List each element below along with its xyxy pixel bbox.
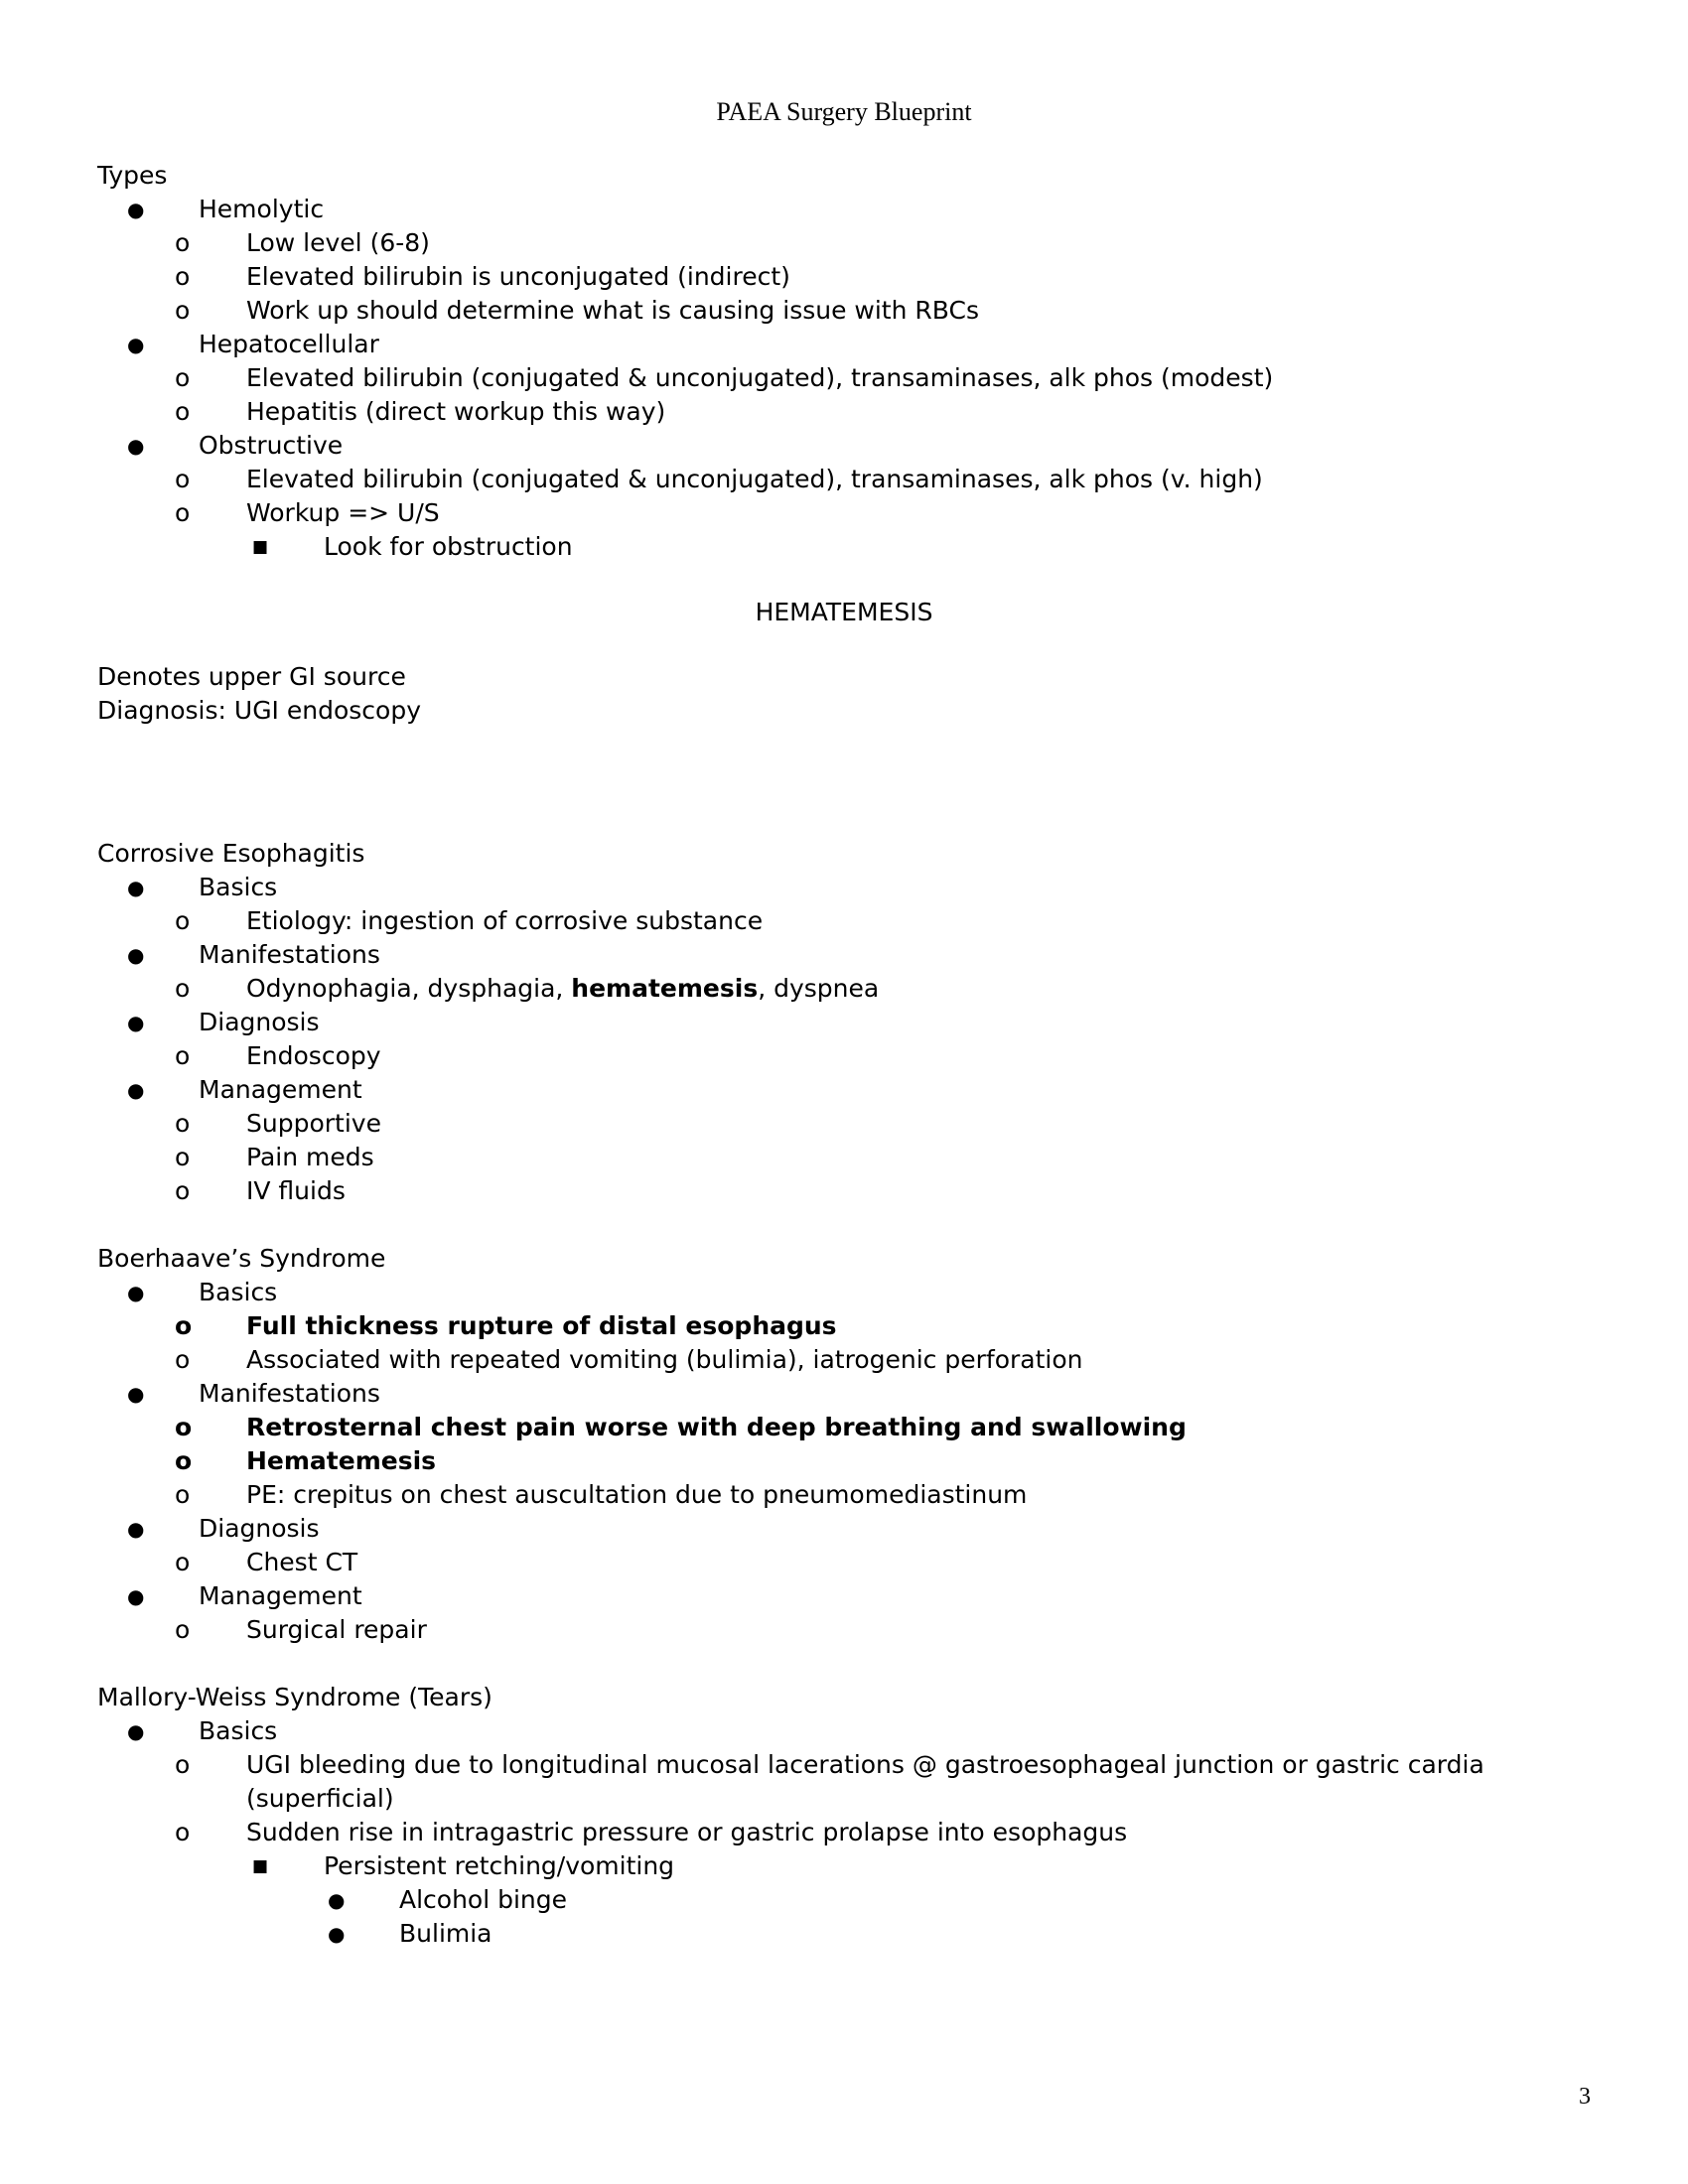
list-item	[137, 463, 1591, 496]
list-item	[209, 1849, 1591, 1883]
list-item-label: Basics	[199, 1278, 278, 1306]
list-item	[97, 871, 1591, 904]
list-item	[137, 1613, 1591, 1647]
list-item-label: Endoscopy	[246, 1041, 381, 1070]
text-post: , dyspnea	[758, 974, 880, 1003]
bullet-disc-icon: ●	[127, 198, 145, 221]
list-item	[97, 429, 1591, 463]
list-item	[137, 1546, 1591, 1579]
section-heading-types: Types	[97, 161, 168, 190]
list-item	[137, 972, 1591, 1006]
bullet-disc-icon: ●	[127, 1382, 145, 1406]
list-item-label: Associated with repeated vomiting (bulimia), iatrogenic perforation	[246, 1345, 1083, 1374]
list-item-label: Supportive	[246, 1109, 381, 1138]
list-item-label: Basics	[199, 873, 278, 901]
list-item-label: Management	[199, 1075, 362, 1104]
list-item	[280, 1917, 1591, 1951]
bullet-circle-icon: o	[175, 906, 191, 935]
list-item	[137, 1039, 1591, 1073]
bullet-square-icon: ■	[252, 1856, 269, 1876]
bullet-circle-icon: o	[175, 1311, 193, 1340]
list-item	[97, 938, 1591, 972]
list-item	[137, 361, 1591, 395]
list-item-label: IV fluids	[246, 1176, 346, 1205]
list-item-label: Etiology: ingestion of corrosive substance	[246, 906, 764, 935]
list-item-label: Manifestations	[199, 1379, 380, 1408]
list-item	[137, 1174, 1591, 1208]
list-item-label: Hepatocellular	[199, 330, 379, 358]
bullet-disc-icon: ●	[127, 876, 145, 899]
list-item-label: Elevated bilirubin is unconjugated (indirect)	[246, 262, 790, 291]
bullet-circle-icon: o	[175, 1750, 191, 1779]
bullet-circle-icon: o	[175, 498, 191, 527]
list-item	[97, 1073, 1591, 1107]
list-item-label: Diagnosis	[199, 1514, 320, 1543]
list-item	[209, 530, 1591, 564]
list-item	[137, 904, 1591, 938]
bullet-circle-icon: o	[175, 1615, 191, 1644]
bullet-disc-icon: ●	[127, 1078, 145, 1102]
list-item-label: Hemolytic	[199, 195, 325, 223]
bullet-circle-icon: o	[175, 974, 191, 1003]
document-body	[97, 159, 1591, 1951]
bullet-circle-icon: o	[175, 1176, 191, 1205]
list-item-label: Diagnosis	[199, 1008, 320, 1036]
list-item-label: Elevated bilirubin (conjugated & unconjugated), transaminases, alk phos (v. high)	[246, 465, 1263, 493]
list-item	[137, 1444, 1591, 1478]
list-item	[137, 260, 1591, 294]
note-line: Diagnosis: UGI endoscopy	[97, 696, 422, 725]
list-item-label: Retrosternal chest pain worse with deep breathing and swallowing	[246, 1413, 1187, 1441]
bullet-circle-icon: o	[175, 228, 191, 257]
list-item	[97, 193, 1591, 226]
list-item	[97, 1006, 1591, 1039]
list-item-label: Management	[199, 1581, 362, 1610]
bullet-disc-icon: ●	[328, 1888, 346, 1912]
list-item	[280, 1883, 1591, 1917]
list-item-label: Look for obstruction	[324, 532, 573, 561]
list-item-label: Hepatitis (direct workup this way)	[246, 397, 666, 426]
bullet-circle-icon: o	[175, 296, 191, 325]
list-item	[97, 1276, 1591, 1309]
list-item-label: Pain meds	[246, 1143, 374, 1171]
bullet-circle-icon: o	[175, 1413, 193, 1441]
list-item	[137, 1816, 1591, 1849]
list-item	[137, 1343, 1591, 1377]
list-item	[97, 328, 1591, 361]
subsection-title-corrosive-esophagitis: Corrosive Esophagitis	[97, 839, 365, 868]
list-item-label: UGI bleeding due to longitudinal mucosal lacerations @ gastroesophageal junction or gastric cardia (superficial)	[246, 1750, 1484, 1813]
bullet-circle-icon: o	[175, 1345, 191, 1374]
subsection-title-mallory-weiss-syndrome: Mallory-Weiss Syndrome (Tears)	[97, 1683, 492, 1711]
list-item-label: Workup => U/S	[246, 498, 440, 527]
bullet-circle-icon: o	[175, 1480, 191, 1509]
bullet-disc-icon: ●	[127, 1281, 145, 1304]
list-item-label: Obstructive	[199, 431, 344, 460]
bullet-circle-icon: o	[175, 1143, 191, 1171]
note-line: Denotes upper GI source	[97, 662, 406, 691]
list-item	[137, 1309, 1591, 1343]
page-number: 3	[1579, 2084, 1591, 2110]
bullet-disc-icon: ●	[127, 1584, 145, 1608]
list-item	[137, 294, 1591, 328]
section-title-hematemesis: HEMATEMESIS	[755, 598, 933, 626]
bullet-disc-icon: ●	[127, 1011, 145, 1034]
bullet-disc-icon: ●	[127, 434, 145, 458]
bullet-circle-icon: o	[175, 465, 191, 493]
list-item-label: Low level (6-8)	[246, 228, 430, 257]
subsection-title-boerhaave-syndrome: Boerhaave’s Syndrome	[97, 1244, 386, 1273]
list-item	[137, 1411, 1591, 1444]
list-item-label: Hematemesis	[246, 1446, 437, 1475]
list-item-label: Basics	[199, 1716, 278, 1745]
list-item-label: Manifestations	[199, 940, 380, 969]
bullet-circle-icon: o	[175, 1109, 191, 1138]
bullet-disc-icon: ●	[127, 1517, 145, 1541]
list-item	[137, 1478, 1591, 1512]
bullet-disc-icon: ●	[127, 943, 145, 967]
bullet-circle-icon: o	[175, 262, 191, 291]
list-item	[97, 1579, 1591, 1613]
bullet-circle-icon: o	[175, 363, 191, 392]
bullet-disc-icon: ●	[328, 1922, 346, 1946]
bullet-circle-icon: o	[175, 1818, 191, 1846]
list-item-label: Alcohol binge	[399, 1885, 568, 1914]
bullet-disc-icon: ●	[127, 1719, 145, 1743]
list-item-label: Persistent retching/vomiting	[324, 1851, 675, 1880]
bullet-disc-icon: ●	[127, 333, 145, 356]
list-item	[137, 1107, 1591, 1141]
list-item	[97, 1377, 1591, 1411]
list-item-label: Elevated bilirubin (conjugated & unconjugated), transaminases, alk phos (modest)	[246, 363, 1274, 392]
list-item-label: Surgical repair	[246, 1615, 427, 1644]
list-item-label-mixed	[246, 972, 1591, 1006]
text-bold: hematemesis	[571, 974, 759, 1003]
list-item-label: Bulimia	[399, 1919, 492, 1948]
list-item	[137, 226, 1591, 260]
page-header: PAEA Surgery Blueprint	[716, 97, 972, 126]
list-item	[137, 496, 1591, 530]
bullet-square-icon: ■	[252, 537, 269, 557]
list-item-label: Chest CT	[246, 1548, 358, 1576]
text-pre: Odynophagia, dysphagia,	[246, 974, 572, 1003]
list-item-label: PE: crepitus on chest auscultation due to pneumomediastinum	[246, 1480, 1028, 1509]
list-item	[137, 1141, 1591, 1174]
list-item-label: Sudden rise in intragastric pressure or gastric prolapse into esophagus	[246, 1818, 1128, 1846]
list-item	[137, 1748, 1591, 1816]
list-item	[137, 395, 1591, 429]
bullet-circle-icon: o	[175, 1446, 193, 1475]
list-item	[97, 1714, 1591, 1748]
bullet-circle-icon: o	[175, 1548, 191, 1576]
list-item-label: Full thickness rupture of distal esophagus	[246, 1311, 837, 1340]
list-item-label: Work up should determine what is causing issue with RBCs	[246, 296, 979, 325]
bullet-circle-icon: o	[175, 397, 191, 426]
bullet-circle-icon: o	[175, 1041, 191, 1070]
list-item	[97, 1512, 1591, 1546]
